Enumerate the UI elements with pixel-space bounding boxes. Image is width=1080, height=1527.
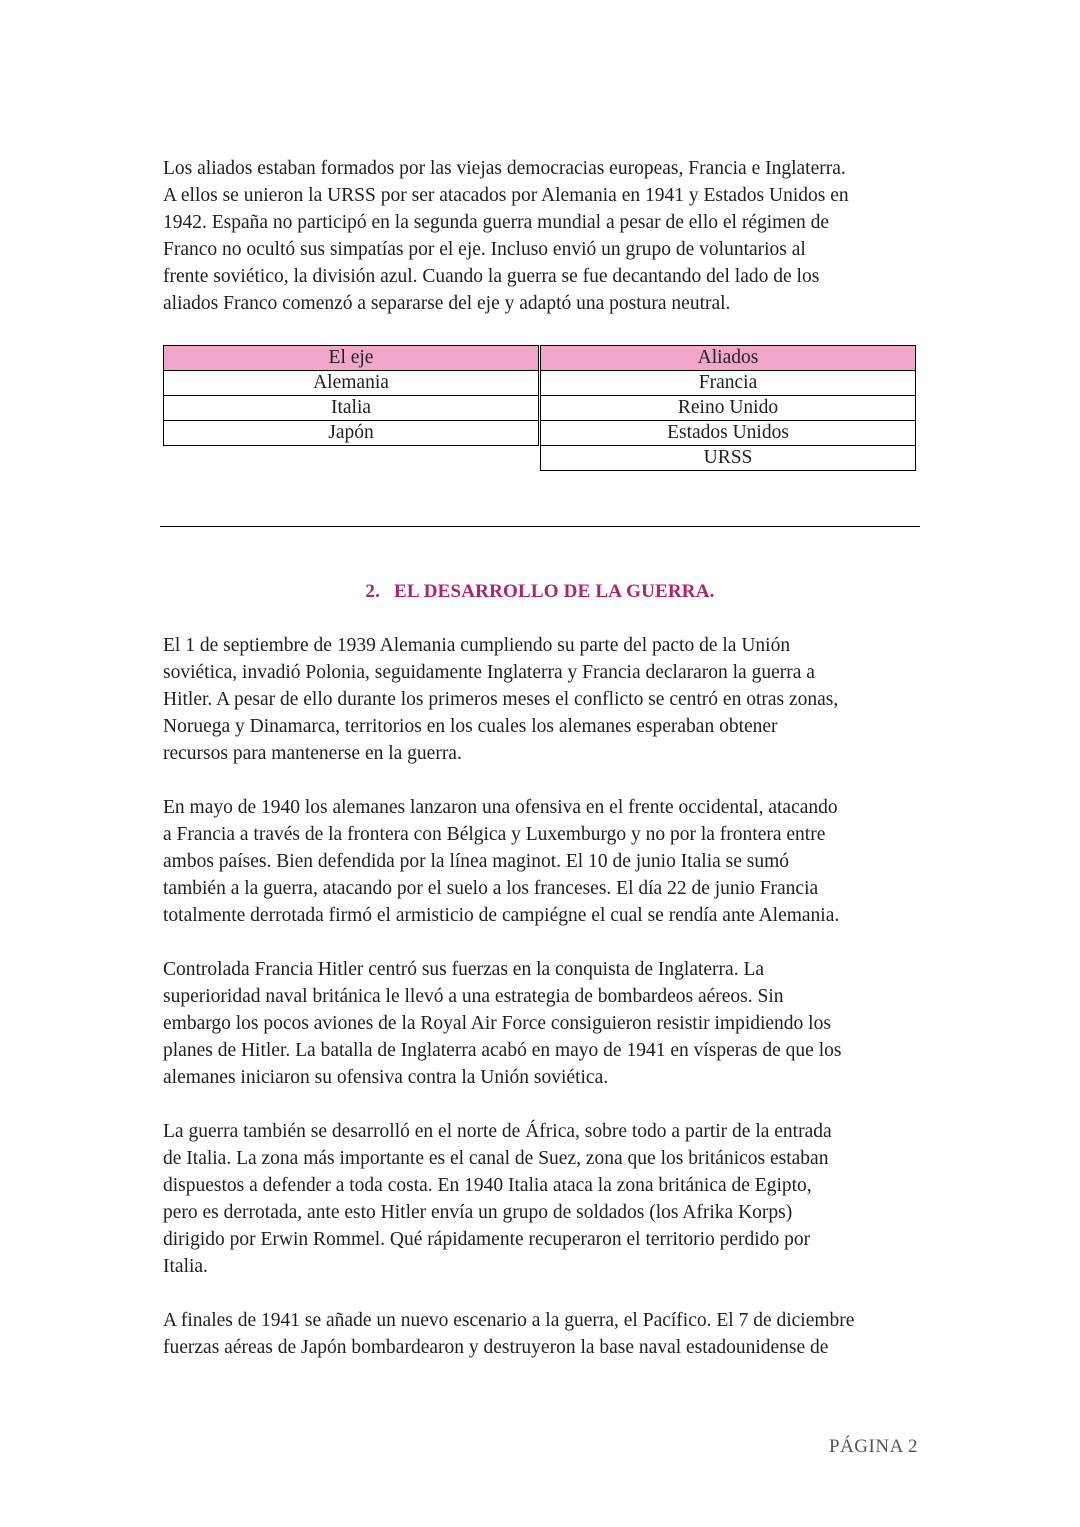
text-line: de Italia. La zona más importante es el canal de Suez, zona que los británicos estaban: [163, 1148, 829, 1169]
text-line: dispuestos a defender a toda costa. En 1940 Italia ataca la zona británica de Egipto,: [163, 1175, 812, 1196]
text-line: planes de Hitler. La batalla de Inglaterra acabó en mayo de 1941 en vísperas de que los: [163, 1040, 842, 1061]
eje-column: [163, 345, 539, 446]
aliados-cell: URSS: [540, 446, 916, 471]
text-line: dirigido por Erwin Rommel. Qué rápidamente recuperaron el territorio perdido por: [163, 1229, 811, 1250]
aliados-column: [540, 345, 916, 471]
eje-cell: Italia: [163, 396, 539, 421]
text-line: En mayo de 1940 los alemanes lanzaron una ofensiva en el frente occidental, atacando: [163, 797, 838, 818]
section-title-text: EL DESARROLLO DE LA GUERRA.: [394, 581, 715, 602]
text-line: 1942. España no participó en la segunda guerra mundial a pesar de ello el régimen de: [163, 212, 830, 233]
text-line: Italia.: [163, 1256, 208, 1277]
text-line: recursos para mantenerse en la guerra.: [163, 743, 462, 764]
aliados-cell: Reino Unido: [540, 396, 916, 421]
text-line: ambos países. Bien defendida por la línea maginot. El 10 de junio Italia se sumó: [163, 851, 790, 872]
text-line: totalmente derrotada firmó el armisticio de campiégne el cual se rendía ante Alemania.: [163, 905, 840, 926]
text-line: Los aliados estaban formados por las viejas democracias europeas, Francia e Inglaterra.: [163, 158, 846, 179]
text-line: aliados Franco comenzó a separarse del eje y adaptó una postura neutral.: [163, 293, 731, 314]
text-line: embargo los pocos aviones de la Royal Air Force consiguieron resistir impidiendo los: [163, 1013, 831, 1034]
section-body: [163, 632, 923, 1388]
aliados-cell: Estados Unidos: [540, 421, 916, 446]
text-line: A finales de 1941 se añade un nuevo escenario a la guerra, el Pacífico. El 7 de diciembre: [163, 1310, 855, 1331]
text-line: frente soviético, la división azul. Cuando la guerra se fue decantando del lado de los: [163, 266, 820, 287]
text-line: fuerzas aéreas de Japón bombardearon y destruyeron la base naval estadounidense de: [163, 1337, 829, 1358]
paragraph: [163, 794, 923, 929]
text-line: Controlada Francia Hitler centró sus fuerzas en la conquista de Inglaterra. La: [163, 959, 765, 980]
paragraph: [163, 956, 923, 1091]
text-line: La guerra también se desarrolló en el norte de África, sobre todo a partir de la entrada: [163, 1121, 832, 1142]
eje-cell: Japón: [163, 421, 539, 446]
text-line: a Francia a través de la frontera con Bélgica y Luxemburgo y no por la frontera entre: [163, 824, 826, 845]
paragraph: [163, 1118, 923, 1280]
section-divider: [160, 526, 920, 527]
text-line: superioridad naval británica le llevó a una estrategia de bombardeos aéreos. Sin: [163, 986, 784, 1007]
text-line: soviética, invadió Polonia, seguidamente Inglaterra y Francia declararon la guerra a: [163, 662, 815, 683]
text-line: El 1 de septiembre de 1939 Alemania cumpliendo su parte del pacto de la Unión: [163, 635, 791, 656]
text-line: alemanes iniciaron su ofensiva contra la Unión soviética.: [163, 1067, 609, 1088]
aliados-header: Aliados: [540, 345, 916, 371]
eje-header: El eje: [163, 345, 539, 371]
text-line: pero es derrotada, ante esto Hitler envía un grupo de soldados (los Afrika Korps): [163, 1202, 793, 1223]
aliados-cell: Francia: [540, 371, 916, 396]
intro-paragraph: [163, 155, 923, 317]
paragraph: [163, 1307, 923, 1361]
page-number: PÁGINA 2: [829, 1436, 918, 1457]
text-line: Noruega y Dinamarca, territorios en los cuales los alemanes esperaban obtener: [163, 716, 778, 737]
intro-block: [163, 155, 923, 475]
alliances-table: [163, 345, 917, 475]
section-number: 2.: [365, 581, 381, 602]
text-line: Franco no ocultó sus simpatías por el eje. Incluso envió un grupo de voluntarios al: [163, 239, 806, 260]
section-heading: [163, 581, 917, 603]
text-line: Hitler. A pesar de ello durante los primeros meses el conflicto se centró en otras zonas,: [163, 689, 839, 710]
text-line: A ellos se unieron la URSS por ser atacados por Alemania en 1941 y Estados Unidos en: [163, 185, 849, 206]
paragraph: [163, 632, 923, 767]
text-line: también a la guerra, atacando por el suelo a los franceses. El día 22 de junio Francia: [163, 878, 819, 899]
eje-cell: Alemania: [163, 371, 539, 396]
